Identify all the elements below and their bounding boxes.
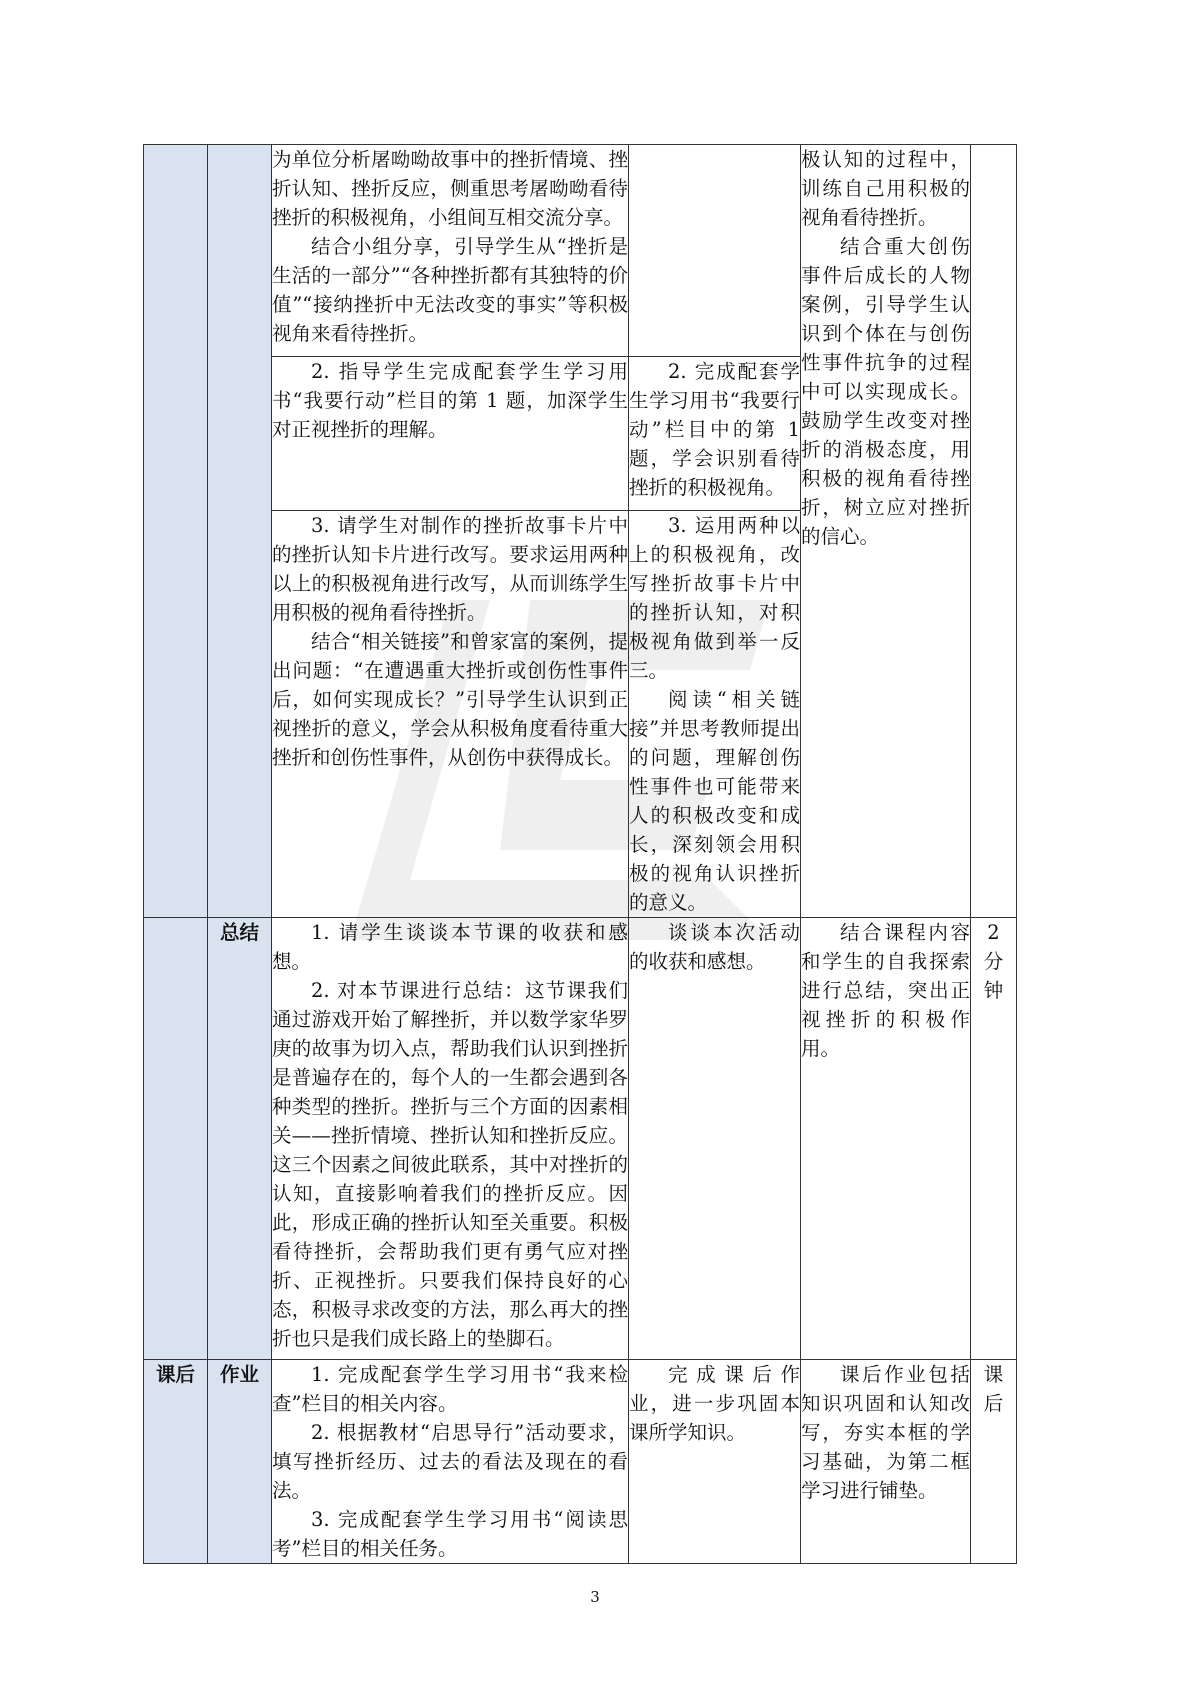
teacher-paragraph: 结合“相关链接”和曾家富的案例，提出问题：“在遭遇重大挫折或创伤性事件后，如何实现成长？”引导学生认识到正视挫折的意义，学会从积极角度看待重大挫折和创伤性事件，从创伤中获得成长。 xyxy=(272,630,628,769)
step-label-homework: 作业 xyxy=(208,1360,272,1564)
time-char: 2 xyxy=(987,921,1000,944)
student-paragraph: 2. 完成配套学生学习用书“我要行动”栏目中的第 1 题，学会识别看待挫折的积极视角。 xyxy=(629,360,800,499)
stage-cell-summary xyxy=(144,918,208,1360)
teacher-paragraph: 2. 指导学生完成配套学生学习用书“我要行动”栏目的第 1 题，加深学生对正视挫折的理解。 xyxy=(272,360,628,441)
stage-label-after-class: 课后 xyxy=(144,1360,208,1564)
time-char: 后 xyxy=(983,1392,1004,1415)
time-char: 课 xyxy=(983,1363,1004,1386)
student-activity-cell xyxy=(629,1360,801,1564)
student-paragraph: 完成课后作业，进一步巩固本课所学知识。 xyxy=(629,1363,800,1444)
student-paragraph: 阅读“相关链接”并思考教师提出的问题，理解创伤性事件也可能带来人的积极改变和成长，深刻领会用积极的视角认识挫折的意义。 xyxy=(629,688,800,914)
time-cell-summary xyxy=(971,918,1017,1360)
stage-cell-continued xyxy=(144,145,208,918)
time-char: 钟 xyxy=(983,979,1004,1002)
teacher-activity-cell xyxy=(272,511,629,918)
design-paragraph: 结合课程内容和学生的自我探索进行总结，突出正视挫折的积极作用。 xyxy=(801,921,970,1060)
time-cell xyxy=(971,145,1017,918)
teacher-paragraph: 2. 根据教材“启思导行”活动要求，填写挫折经历、过去的看法及现在的看法。 xyxy=(272,1421,628,1502)
student-activity-cell xyxy=(629,918,801,1360)
time-cell-homework xyxy=(971,1360,1017,1564)
design-intent-cell xyxy=(801,1360,971,1564)
student-activity-cell xyxy=(629,145,801,357)
page-number: 3 xyxy=(590,1588,600,1606)
teacher-paragraph: 3. 完成配套学生学习用书“阅读思考”栏目的相关任务。 xyxy=(272,1508,628,1560)
step-label-summary: 总结 xyxy=(208,918,272,1360)
teacher-paragraph: 结合小组分享，引导学生从“挫折是生活的一部分”“各种挫折都有其独特的价值”“接纳挫折中无法改变的事实”等积极视角来看待挫折。 xyxy=(272,235,628,345)
design-paragraph: 课后作业包括知识巩固和认知改写，夯实本框的学习基础，为第二框学习进行铺垫。 xyxy=(801,1363,970,1502)
lesson-plan-table xyxy=(143,144,1017,1564)
teacher-paragraph: 2. 对本节课进行总结：这节课我们通过游戏开始了解挫折，并以数学家华罗庚的故事为切入点，帮助我们认识到挫折是普遍存在的，每个人的一生都会遇到各种类型的挫折。挫折与三个方面的因素相关——挫折情境、挫折认知和挫折反应。这三个因素之间彼此联系，其中对挫折的认知，直接影响着我们的挫折反应。因此，形成正确的挫折认知至关重要。积极看待挫折，会帮助我们更有勇气应对挫折、正视挫折。只要我们保持良好的心态，积极寻求改变的方法，那么再大的挫折也只是我们成长路上的垫脚石。 xyxy=(272,979,628,1350)
teacher-activity-cell xyxy=(272,357,629,511)
teacher-paragraph: 为单位分析屠呦呦故事中的挫折情境、挫折认知、挫折反应，侧重思考屠呦呦看待挫折的积极视角，小组间互相交流分享。 xyxy=(272,148,628,229)
teacher-activity-cell xyxy=(272,145,629,357)
design-paragraph: 极认知的过程中，训练自己用积极的视角看待挫折。 xyxy=(801,148,970,229)
teacher-paragraph: 3. 请学生对制作的挫折故事卡片中的挫折认知卡片进行改写。要求运用两种以上的积极视角进行改写，从而训练学生用积极的视角看待挫折。 xyxy=(272,514,628,624)
teacher-paragraph: 1. 完成配套学生学习用书“我来检查”栏目的相关内容。 xyxy=(272,1363,628,1415)
design-intent-cell xyxy=(801,145,971,918)
student-activity-cell xyxy=(629,511,801,918)
teacher-paragraph: 1. 请学生谈谈本节课的收获和感想。 xyxy=(272,921,628,973)
step-cell-continued xyxy=(208,145,272,918)
student-paragraph: 3. 运用两种以上的积极视角，改写挫折故事卡片中的挫折认知，对积极视角做到举一反三。 xyxy=(629,514,800,682)
student-paragraph: 谈谈本次活动的收获和感想。 xyxy=(629,921,800,973)
time-char: 分 xyxy=(983,950,1004,973)
teacher-activity-cell xyxy=(272,1360,629,1564)
student-activity-cell xyxy=(629,357,801,511)
teacher-activity-cell xyxy=(272,918,629,1360)
design-paragraph: 结合重大创伤事件后成长的人物案例，引导学生认识到个体在与创伤性事件抗争的过程中可以实现成长。鼓励学生改变对挫折的消极态度，用积极的视角看待挫折，树立应对挫折的信心。 xyxy=(801,235,970,548)
design-intent-cell xyxy=(801,918,971,1360)
